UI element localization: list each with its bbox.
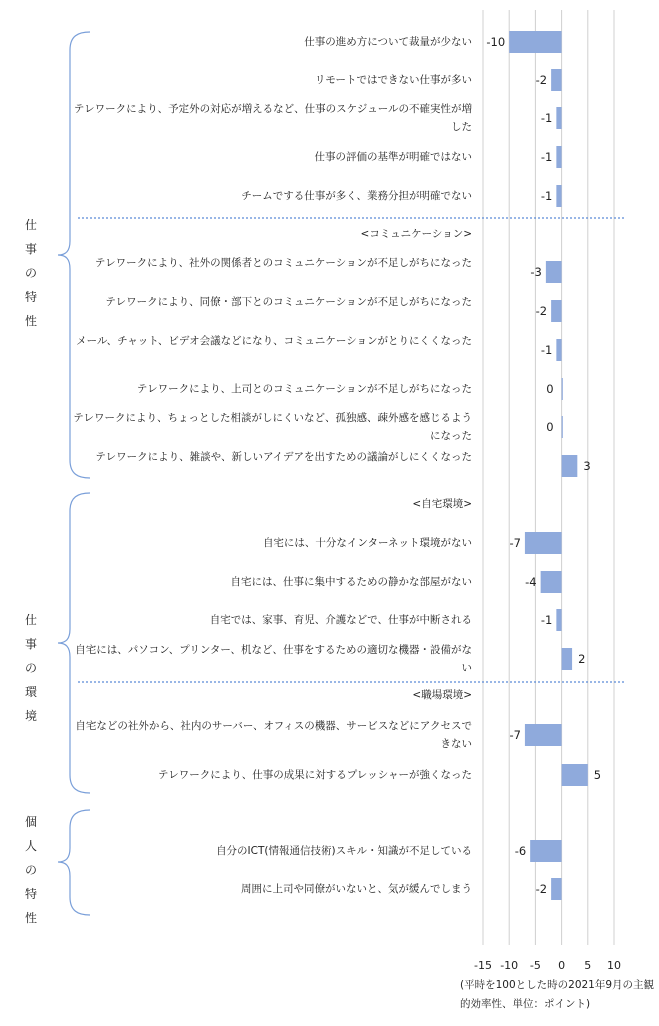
x-tick-labels (474, 959, 621, 972)
bar (556, 185, 561, 207)
bar (556, 609, 561, 631)
category-label: 自分のICT(情報通信技術)スキル・知識が不足している (216, 845, 472, 857)
category-label: 仕事の進め方について裁量が少ない (304, 36, 472, 48)
x-tick-label: 0 (558, 959, 566, 972)
bar (530, 840, 561, 862)
value-label: -7 (509, 728, 521, 742)
category-label: チームでする仕事が多く、業務分担が明確でない (241, 190, 472, 202)
bar (509, 31, 561, 53)
category-label: テレワークにより、仕事の成果に対するプレッシャーが強くなった (157, 769, 472, 781)
section-header: <自宅環境> (412, 498, 472, 510)
bar (525, 724, 562, 746)
category-label: リモートではできない仕事が多い (314, 74, 472, 86)
bar (546, 261, 562, 283)
value-label: 3 (583, 459, 591, 473)
value-label: 2 (578, 652, 586, 666)
bar (562, 648, 572, 670)
bar (562, 455, 578, 477)
bar (541, 571, 562, 593)
category-label: テレワークにより、上司とのコミュニケーションが不足しがちになった (136, 383, 472, 395)
bar (562, 378, 563, 400)
x-tick-label: 10 (607, 959, 621, 972)
group-brace (58, 810, 90, 915)
bar (551, 300, 561, 322)
value-label: -6 (514, 844, 527, 858)
category-label: 自宅には、パソコン、プリンター、机など、仕事をするための適切な機器・設備がない (75, 644, 472, 674)
value-label: -1 (540, 343, 553, 357)
category-label: 自宅では、家事、育児、介護などで、仕事が中断される (209, 614, 472, 626)
value-label: 0 (546, 382, 554, 396)
category-label: 周囲に上司や同僚がいないと、気が緩んでしまう (241, 883, 472, 895)
group-label: 仕 事 の 環 境 (24, 613, 37, 723)
value-label: -4 (525, 575, 537, 589)
value-label: -2 (535, 304, 548, 318)
value-label: -1 (540, 189, 553, 203)
chart-note: (平時を100とした時の2021年9月の主観的効率性、単位：ポイント) (460, 979, 655, 1010)
category-label: 自宅には、十分なインターネット環境がない (262, 537, 472, 549)
category-label: 仕事の評価の基準が明確ではない (314, 151, 472, 163)
value-label: -1 (540, 150, 553, 164)
bar (551, 69, 561, 91)
section-header: <職場環境> (412, 689, 472, 701)
category-label: テレワークにより、同僚・部下とのコミュニケーションが不足しがちになった (105, 296, 472, 308)
bar (562, 416, 563, 438)
category-label: 自宅には、仕事に集中するための静かな部屋がない (230, 576, 472, 588)
value-label: -7 (509, 536, 521, 550)
bar (562, 764, 588, 786)
value-label: 5 (593, 768, 602, 782)
category-label: メール、チャット、ビデオ会議などになり、コミュニケーションがとりにくくなった (76, 335, 472, 347)
category-label: テレワークにより、雑談や、新しいアイデアを出すための議論がしにくくなった (95, 451, 472, 463)
value-label: -2 (535, 882, 548, 896)
group-label: 個 人 の 特 性 (24, 815, 37, 925)
category-label: テレワークにより、社外の関係者とのコミュニケーションが不足しがちになった (94, 257, 472, 269)
category-label: 自宅などの社外から、社内のサーバー、オフィスの機器、サービスなどにアクセスできない (75, 720, 472, 750)
category-label: テレワークにより、予定外の対応が増えるなど、仕事のスケジュールの不確実性が増した (73, 103, 472, 133)
bar (556, 146, 561, 168)
section-header: <コミュニケーション> (360, 228, 472, 240)
x-tick-label: -5 (529, 959, 541, 972)
value-label: -1 (540, 111, 553, 125)
value-label: 0 (546, 420, 554, 434)
value-label: -1 (540, 613, 553, 627)
category-label: テレワークにより、ちょっとした相談がしにくいなど、孤独感、疎外感を感じるようになった (73, 412, 472, 442)
group-label: 仕 事 の 特 性 (24, 218, 37, 328)
value-label: -10 (486, 35, 506, 49)
x-tick-label: -15 (474, 959, 492, 972)
value-label: -2 (535, 73, 548, 87)
bar (551, 878, 561, 900)
x-tick-label: 5 (584, 959, 592, 972)
bar (556, 107, 561, 129)
value-label: -3 (530, 265, 542, 279)
bar (556, 339, 561, 361)
bar (525, 532, 562, 554)
x-tick-label: -10 (500, 959, 519, 972)
